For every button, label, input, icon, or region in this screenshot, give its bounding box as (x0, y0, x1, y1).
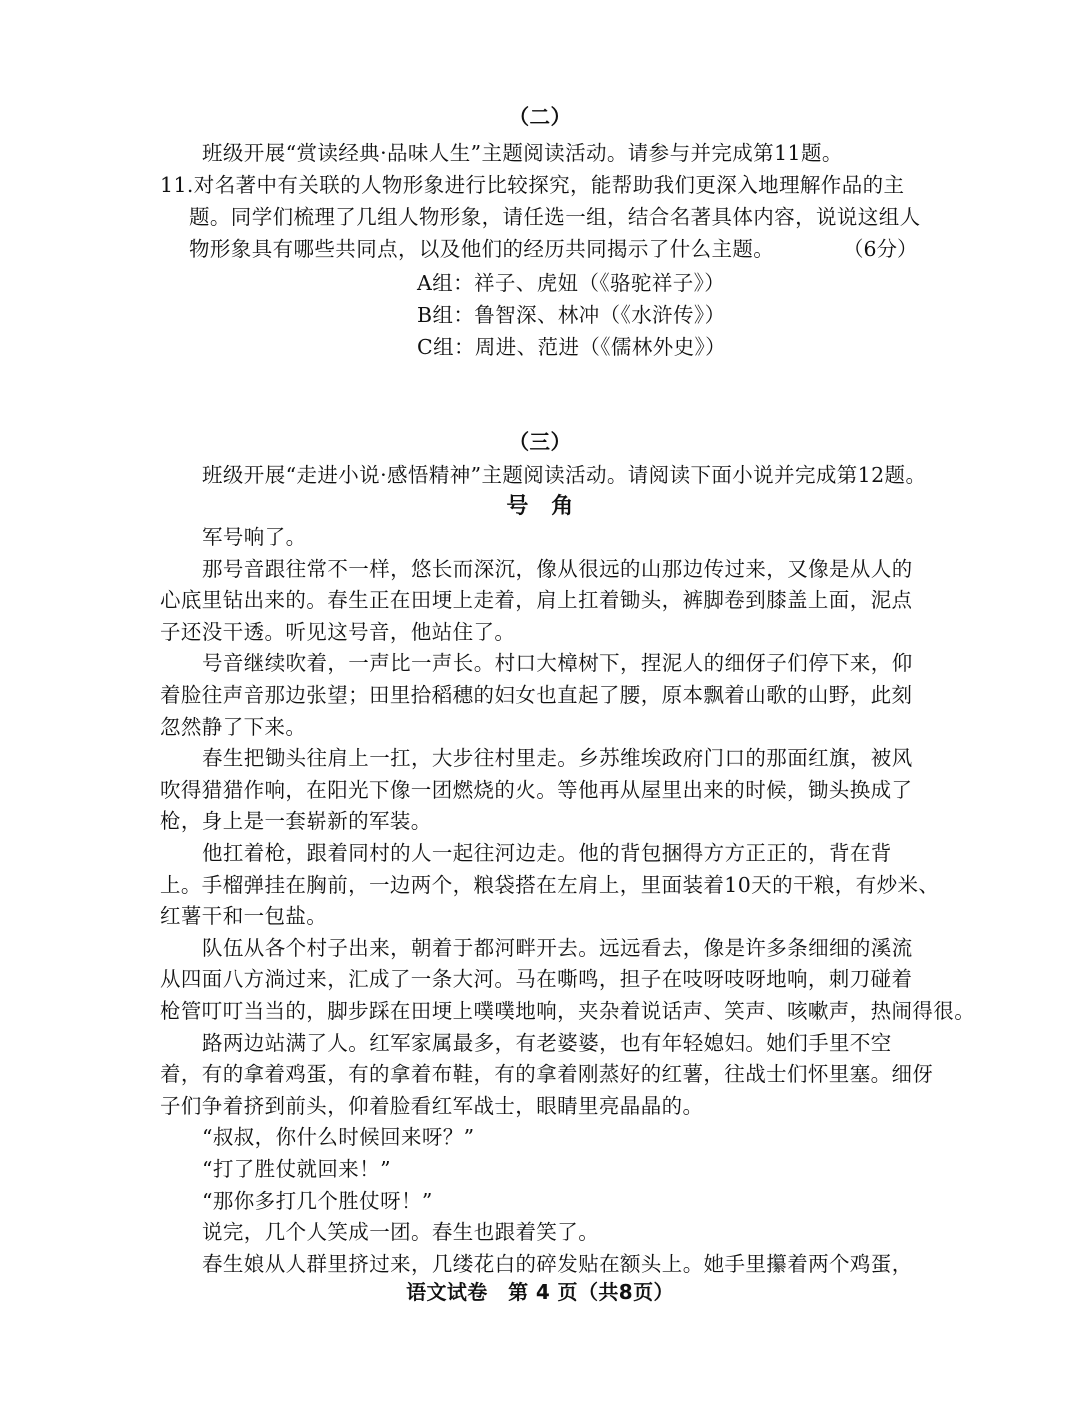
story-line: 心底里钻出来的。春生正在田埂上走着，肩上扛着锄头，裤脚卷到膝盖上面，泥点 (160, 588, 913, 613)
section-3-heading: （三） (508, 430, 572, 454)
story-line: “打了胜仗就回来！” (202, 1157, 391, 1181)
story-line: 队伍从各个村子出来，朝着于都河畔开去。远远看去，像是许多条细细的溪流 (202, 935, 913, 960)
story-line: 着，有的拿着鸡蛋，有的拿着布鞋，有的拿着刚蒸好的红薯，往战士们怀里塞。细伢 (160, 1062, 934, 1087)
story-line: “叔叔，你什么时候回来呀？” (202, 1125, 475, 1150)
story-line: 号音继续吹着，一声比一声长。村口大樟树下，捏泥人的细伢子们停下来，仰 (202, 651, 913, 676)
story-line: 吹得猎猎作响，在阳光下像一团燃烧的火。等他再从屋里出来的时候，锄头换成了 (160, 777, 913, 802)
story-line: 他扛着枪，跟着同村的人一起往河边走。他的背包捆得方方正正的，背在背 (202, 841, 892, 865)
story-line: 忽然静了下来。 (160, 714, 307, 739)
option-a: A组：祥子、虎妞（《骆驼祥子》） (417, 271, 726, 295)
question-11-line-1: 11.对名著中有关联的人物形象进行比较探究，能帮助我们更深入地理解作品的主 (160, 173, 905, 197)
story-line: 说完，几个人笑成一团。春生也跟着笑了。 (202, 1220, 600, 1245)
story-line: 春生把锄头往肩上一扛，大步往村里走。乡苏维埃政府门口的那面红旗，被风 (202, 746, 913, 771)
question-11-line-3: 物形象具有哪些共同点，以及他们的经历共同揭示了什么主题。 (189, 237, 775, 261)
option-c: C组：周进、范进（《儒林外史》） (417, 335, 727, 359)
section-2-heading: （二） (508, 105, 572, 129)
story-line: 路两边站满了人。红军家属最多，有老婆婆，也有年轻媳妇。她们手里不空 (202, 1030, 892, 1055)
section-3-intro: 班级开展“走进小说·感悟精神”主题阅读活动。请阅读下面小说并完成第12题。 (202, 463, 927, 487)
question-11-line-2: 题。同学们梳理了几组人物形象，请任选一组，结合名著具体内容，说说这组人 (189, 205, 921, 229)
story-line: 红薯干和一包盐。 (160, 904, 328, 929)
story-line: 子们争着挤到前头，仰着脸看红军战士，眼睛里亮晶晶的。 (160, 1093, 704, 1118)
story-line: 上。手榴弹挂在胸前，一边两个，粮袋搭在左肩上，里面装着10天的干粮，有炒米、 (160, 872, 940, 897)
story-line: 军号响了。 (202, 525, 307, 549)
story-line: 那号音跟往常不一样，悠长而深沉，像从很远的山那边传过来，又像是从人的 (202, 556, 913, 581)
page-footer: 语文试卷 第 4 页（共8页） (406, 1280, 674, 1304)
story-line: 从四面八方淌过来，汇成了一条大河。马在嘶鸣，担子在吱呀吱呀地响，刺刀碰着 (160, 967, 913, 992)
story-line: 春生娘从人群里挤过来，几缕花白的碎发贴在额头上。她手里攥着两个鸡蛋， (202, 1251, 913, 1276)
story-line: 子还没干透。听见这号音，他站住了。 (160, 619, 516, 644)
question-11-score: （6分） (843, 237, 918, 261)
option-b: B组：鲁智深、林冲（《水浒传》） (417, 303, 726, 327)
story-title: 号 角 (506, 494, 574, 519)
story-line: 枪，身上是一套崭新的军装。 (160, 809, 432, 834)
story-line: 着脸往声音那边张望；田里拾稻穗的妇女也直起了腰，原本飘着山歌的山野，此刻 (160, 683, 913, 707)
section-2-intro: 班级开展“赏读经典·品味人生”主题阅读活动。请参与并完成第11题。 (202, 141, 843, 165)
story-line: “那你多打几个胜仗呀！” (202, 1188, 433, 1213)
story-line: 枪管叮叮当当的，脚步踩在田埂上噗噗地响，夹杂着说话声、笑声、咳嗽声，热闹得很。 (160, 999, 976, 1023)
